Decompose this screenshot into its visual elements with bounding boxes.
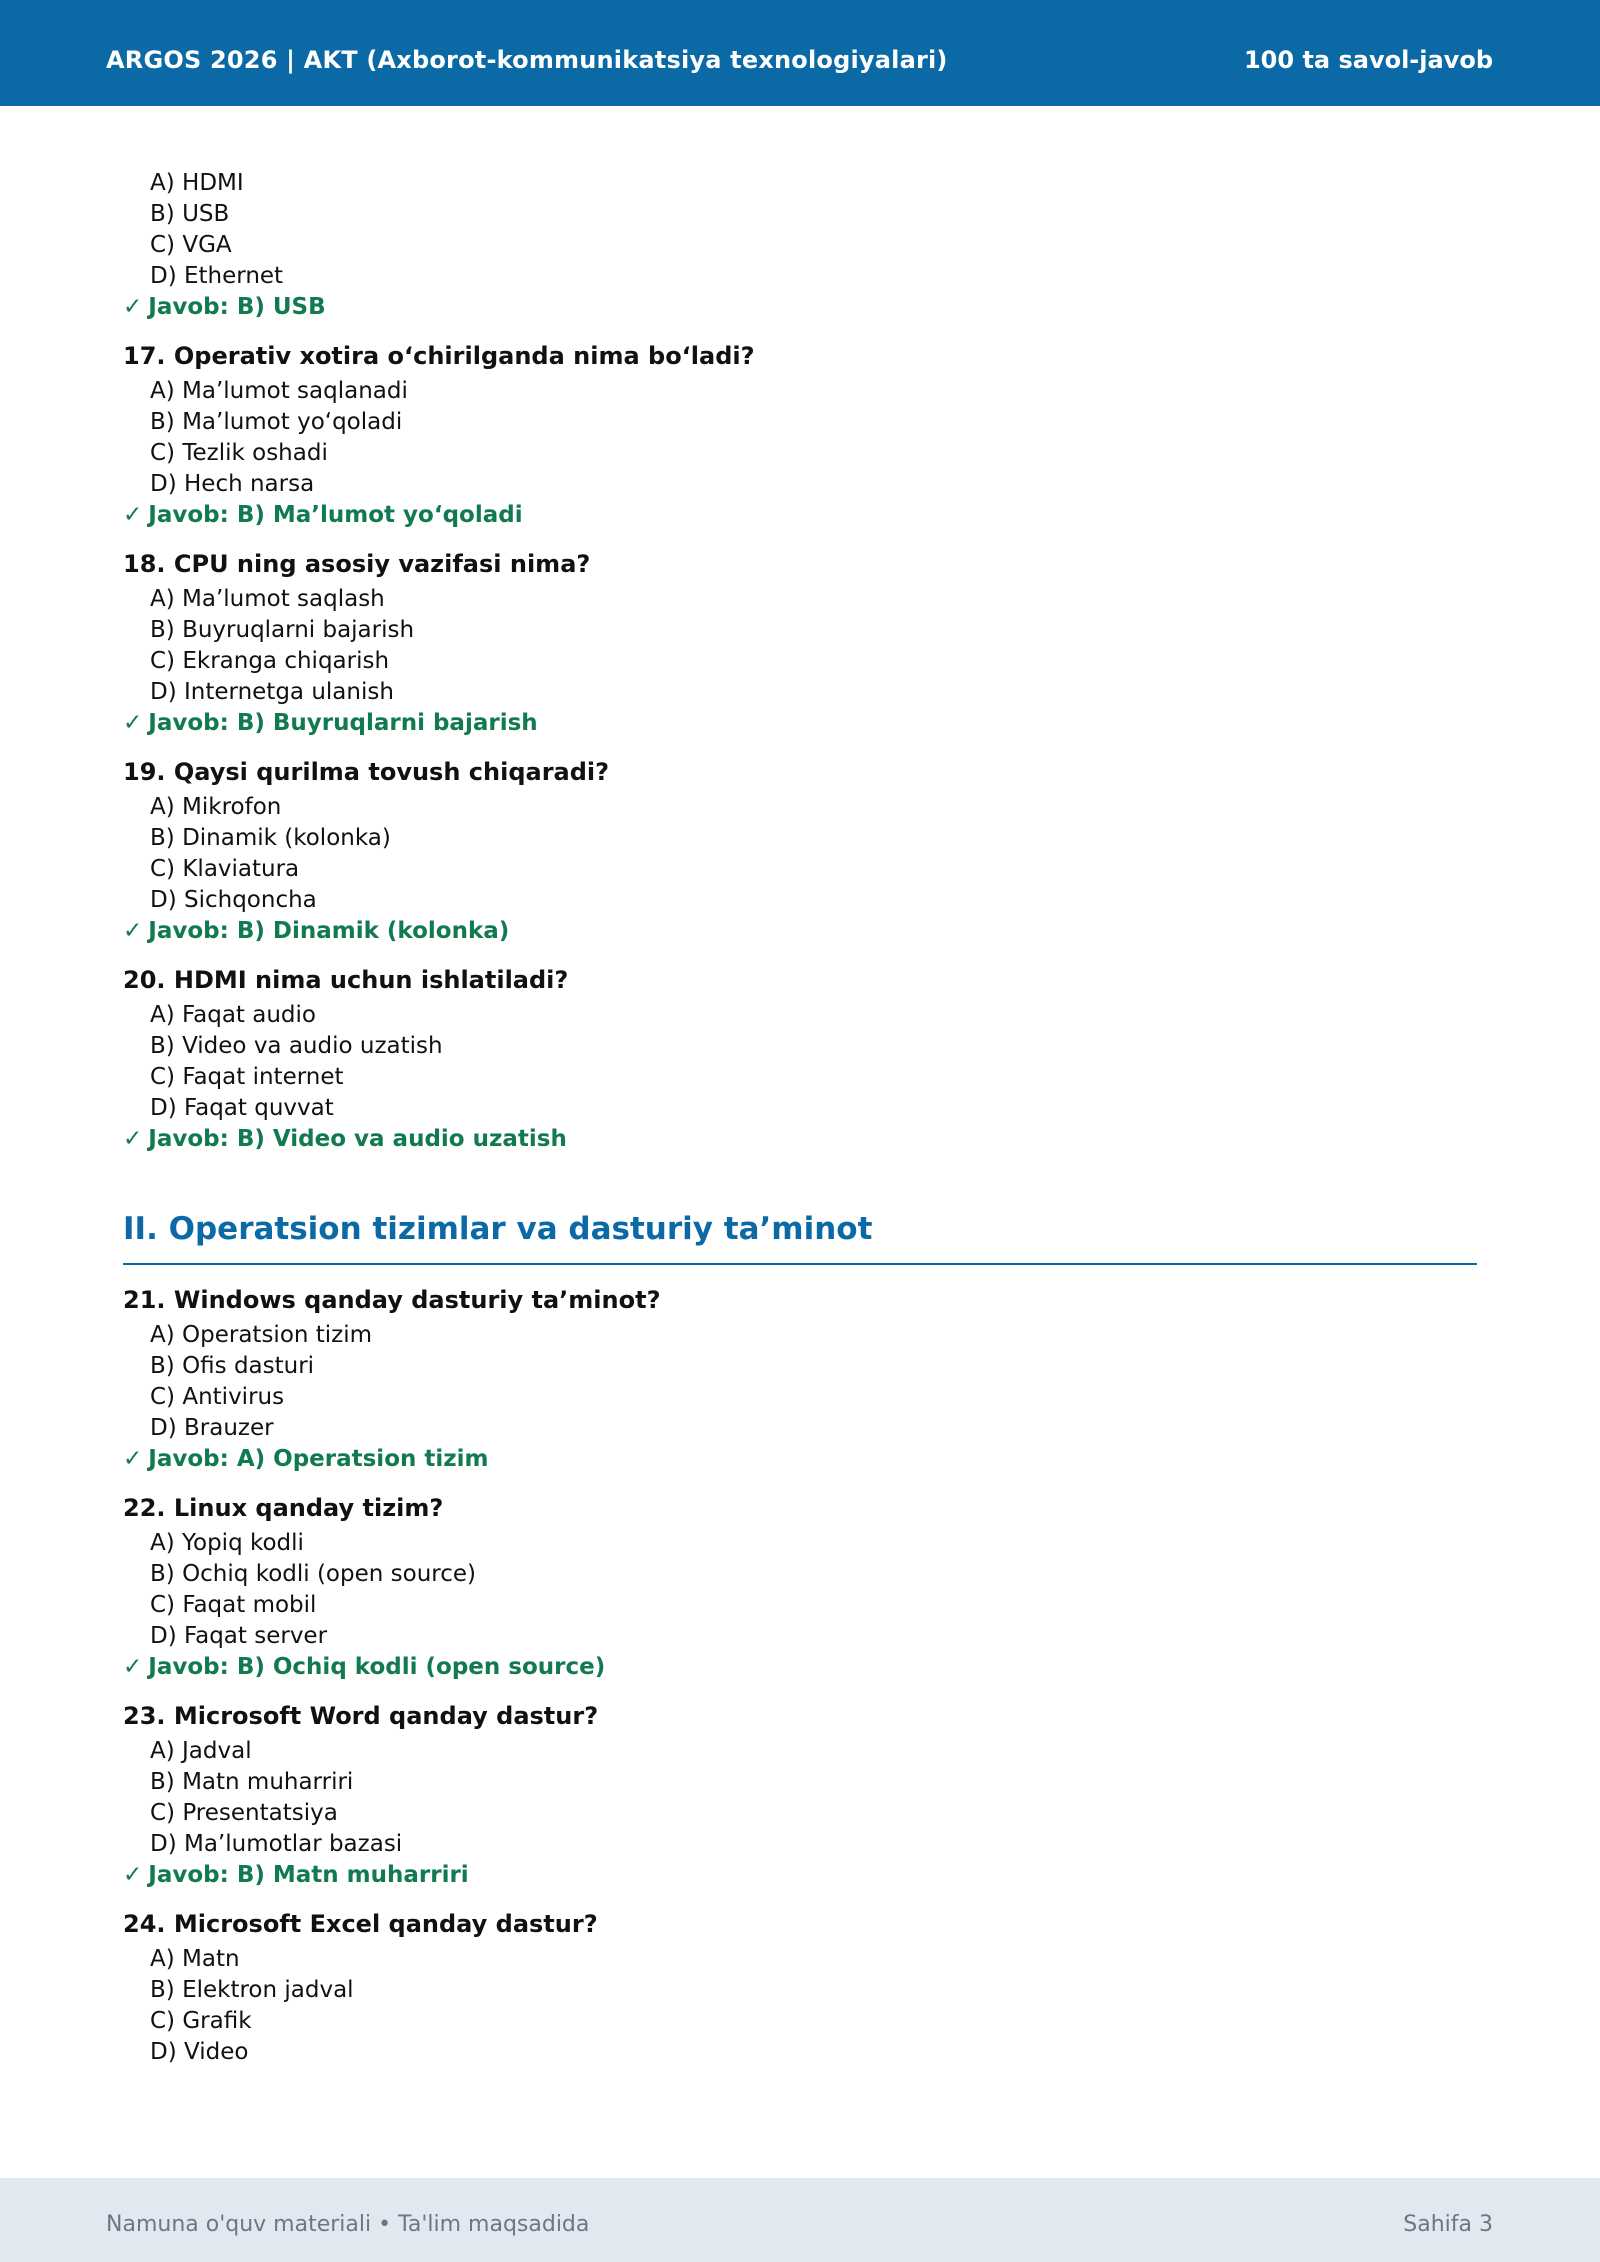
question-title: 23. Microsoft Word qanday dastur? xyxy=(123,1702,599,1730)
option: B) Elektron jadval xyxy=(150,1977,354,2003)
check-icon: ✓ xyxy=(123,710,143,736)
answer-line xyxy=(123,708,1477,739)
option: B) Ma’lumot yo‘qoladi xyxy=(150,409,403,435)
option: A) Yopiq kodli xyxy=(150,1530,304,1556)
option: A) Operatsion tizim xyxy=(150,1322,373,1348)
answer-line xyxy=(123,1652,1477,1683)
option: C) Grafik xyxy=(150,2008,252,2034)
question-block xyxy=(123,1285,1477,1475)
option: D) Hech narsa xyxy=(150,471,315,497)
option: D) Video xyxy=(150,2039,249,2065)
check-icon: ✓ xyxy=(123,1654,143,1680)
option: C) VGA xyxy=(150,232,232,258)
option: C) Klaviatura xyxy=(150,856,300,882)
option: C) Tezlik oshadi xyxy=(150,440,328,466)
option: A) HDMI xyxy=(150,170,244,196)
answer-line xyxy=(123,1124,1477,1155)
option: A) Mikrofon xyxy=(150,794,282,820)
header-question-count: 100 ta savol-javob xyxy=(1243,46,1493,74)
option: B) Dinamik (kolonka) xyxy=(150,825,391,851)
answer-line xyxy=(123,916,1477,947)
option: D) Faqat server xyxy=(150,1623,328,1649)
answer-text: Javob: B) Matn muharriri xyxy=(148,1862,469,1888)
option: D) Sichqoncha xyxy=(150,887,317,913)
page-number: Sahifa 3 xyxy=(1403,2212,1493,2237)
answer-line xyxy=(123,292,1477,323)
question-block-continued xyxy=(123,168,1477,323)
check-icon: ✓ xyxy=(123,502,143,528)
option: A) Ma’lumot saqlanadi xyxy=(150,378,408,404)
question-block xyxy=(123,549,1477,739)
answer-line xyxy=(123,1444,1477,1475)
option: C) Ekranga chiqarish xyxy=(150,648,390,674)
answer-text: Javob: B) Buyruqlarni bajarish xyxy=(148,710,538,736)
check-icon: ✓ xyxy=(123,1862,143,1888)
footer-note: Namuna o'quv materiali • Ta'lim maqsadida xyxy=(106,2212,590,2237)
question-title: 21. Windows qanday dasturiy ta’minot? xyxy=(123,1286,661,1314)
option: B) Ochiq kodli (open source) xyxy=(150,1561,476,1587)
check-icon: ✓ xyxy=(123,294,143,320)
question-title: 18. CPU ning asosiy vazifasi nima? xyxy=(123,550,591,578)
answer-text: Javob: B) Ochiq kodli (open source) xyxy=(148,1654,606,1680)
option: B) Matn muharriri xyxy=(150,1769,354,1795)
question-block xyxy=(123,1909,1477,2068)
question-title: 24. Microsoft Excel qanday dastur? xyxy=(123,1910,598,1938)
option: C) Antivirus xyxy=(150,1384,285,1410)
question-block xyxy=(123,1493,1477,1683)
question-block xyxy=(123,1701,1477,1891)
page-header xyxy=(0,0,1600,106)
page-footer xyxy=(0,2178,1600,2262)
question-title: 22. Linux qanday tizim? xyxy=(123,1494,444,1522)
option: A) Jadval xyxy=(150,1738,252,1764)
header-title: ARGOS 2026 | AKT (Axborot-kommunikatsiya texnologiyalari) xyxy=(106,46,948,74)
option: B) Video va audio uzatish xyxy=(150,1033,443,1059)
page-content xyxy=(123,168,1477,2068)
answer-text: Javob: B) Ma’lumot yo‘qoladi xyxy=(148,502,523,528)
option: C) Faqat mobil xyxy=(150,1592,317,1618)
answer-line xyxy=(123,500,1477,531)
check-icon: ✓ xyxy=(123,1446,143,1472)
option: B) Ofis dasturi xyxy=(150,1353,315,1379)
check-icon: ✓ xyxy=(123,1126,143,1152)
question-block xyxy=(123,965,1477,1155)
option: D) Brauzer xyxy=(150,1415,274,1441)
option: D) Internetga ulanish xyxy=(150,679,394,705)
question-title: 20. HDMI nima uchun ishlatiladi? xyxy=(123,966,569,994)
option: D) Ma’lumotlar bazasi xyxy=(150,1831,403,1857)
question-title: 19. Qaysi qurilma tovush chiqaradi? xyxy=(123,758,610,786)
answer-text: Javob: B) Dinamik (kolonka) xyxy=(148,918,510,944)
option: D) Faqat quvvat xyxy=(150,1095,334,1121)
question-title: 17. Operativ xotira o‘chirilganda nima bo‘ladi? xyxy=(123,342,755,370)
option: B) Buyruqlarni bajarish xyxy=(150,617,415,643)
option: C) Faqat internet xyxy=(150,1064,344,1090)
option: A) Faqat audio xyxy=(150,1002,316,1028)
option: D) Ethernet xyxy=(150,263,284,289)
answer-text: Javob: B) USB xyxy=(148,294,326,320)
answer-text: Javob: A) Operatsion tizim xyxy=(148,1446,489,1472)
question-block xyxy=(123,757,1477,947)
option: A) Matn xyxy=(150,1946,240,1972)
section-heading: II. Operatsion tizimlar va dasturiy ta’minot xyxy=(123,1211,1477,1265)
answer-text: Javob: B) Video va audio uzatish xyxy=(148,1126,567,1152)
option: C) Presentatsiya xyxy=(150,1800,338,1826)
check-icon: ✓ xyxy=(123,918,143,944)
answer-line xyxy=(123,1860,1477,1891)
option: B) USB xyxy=(150,201,230,227)
question-block xyxy=(123,341,1477,531)
option: A) Ma’lumot saqlash xyxy=(150,586,385,612)
